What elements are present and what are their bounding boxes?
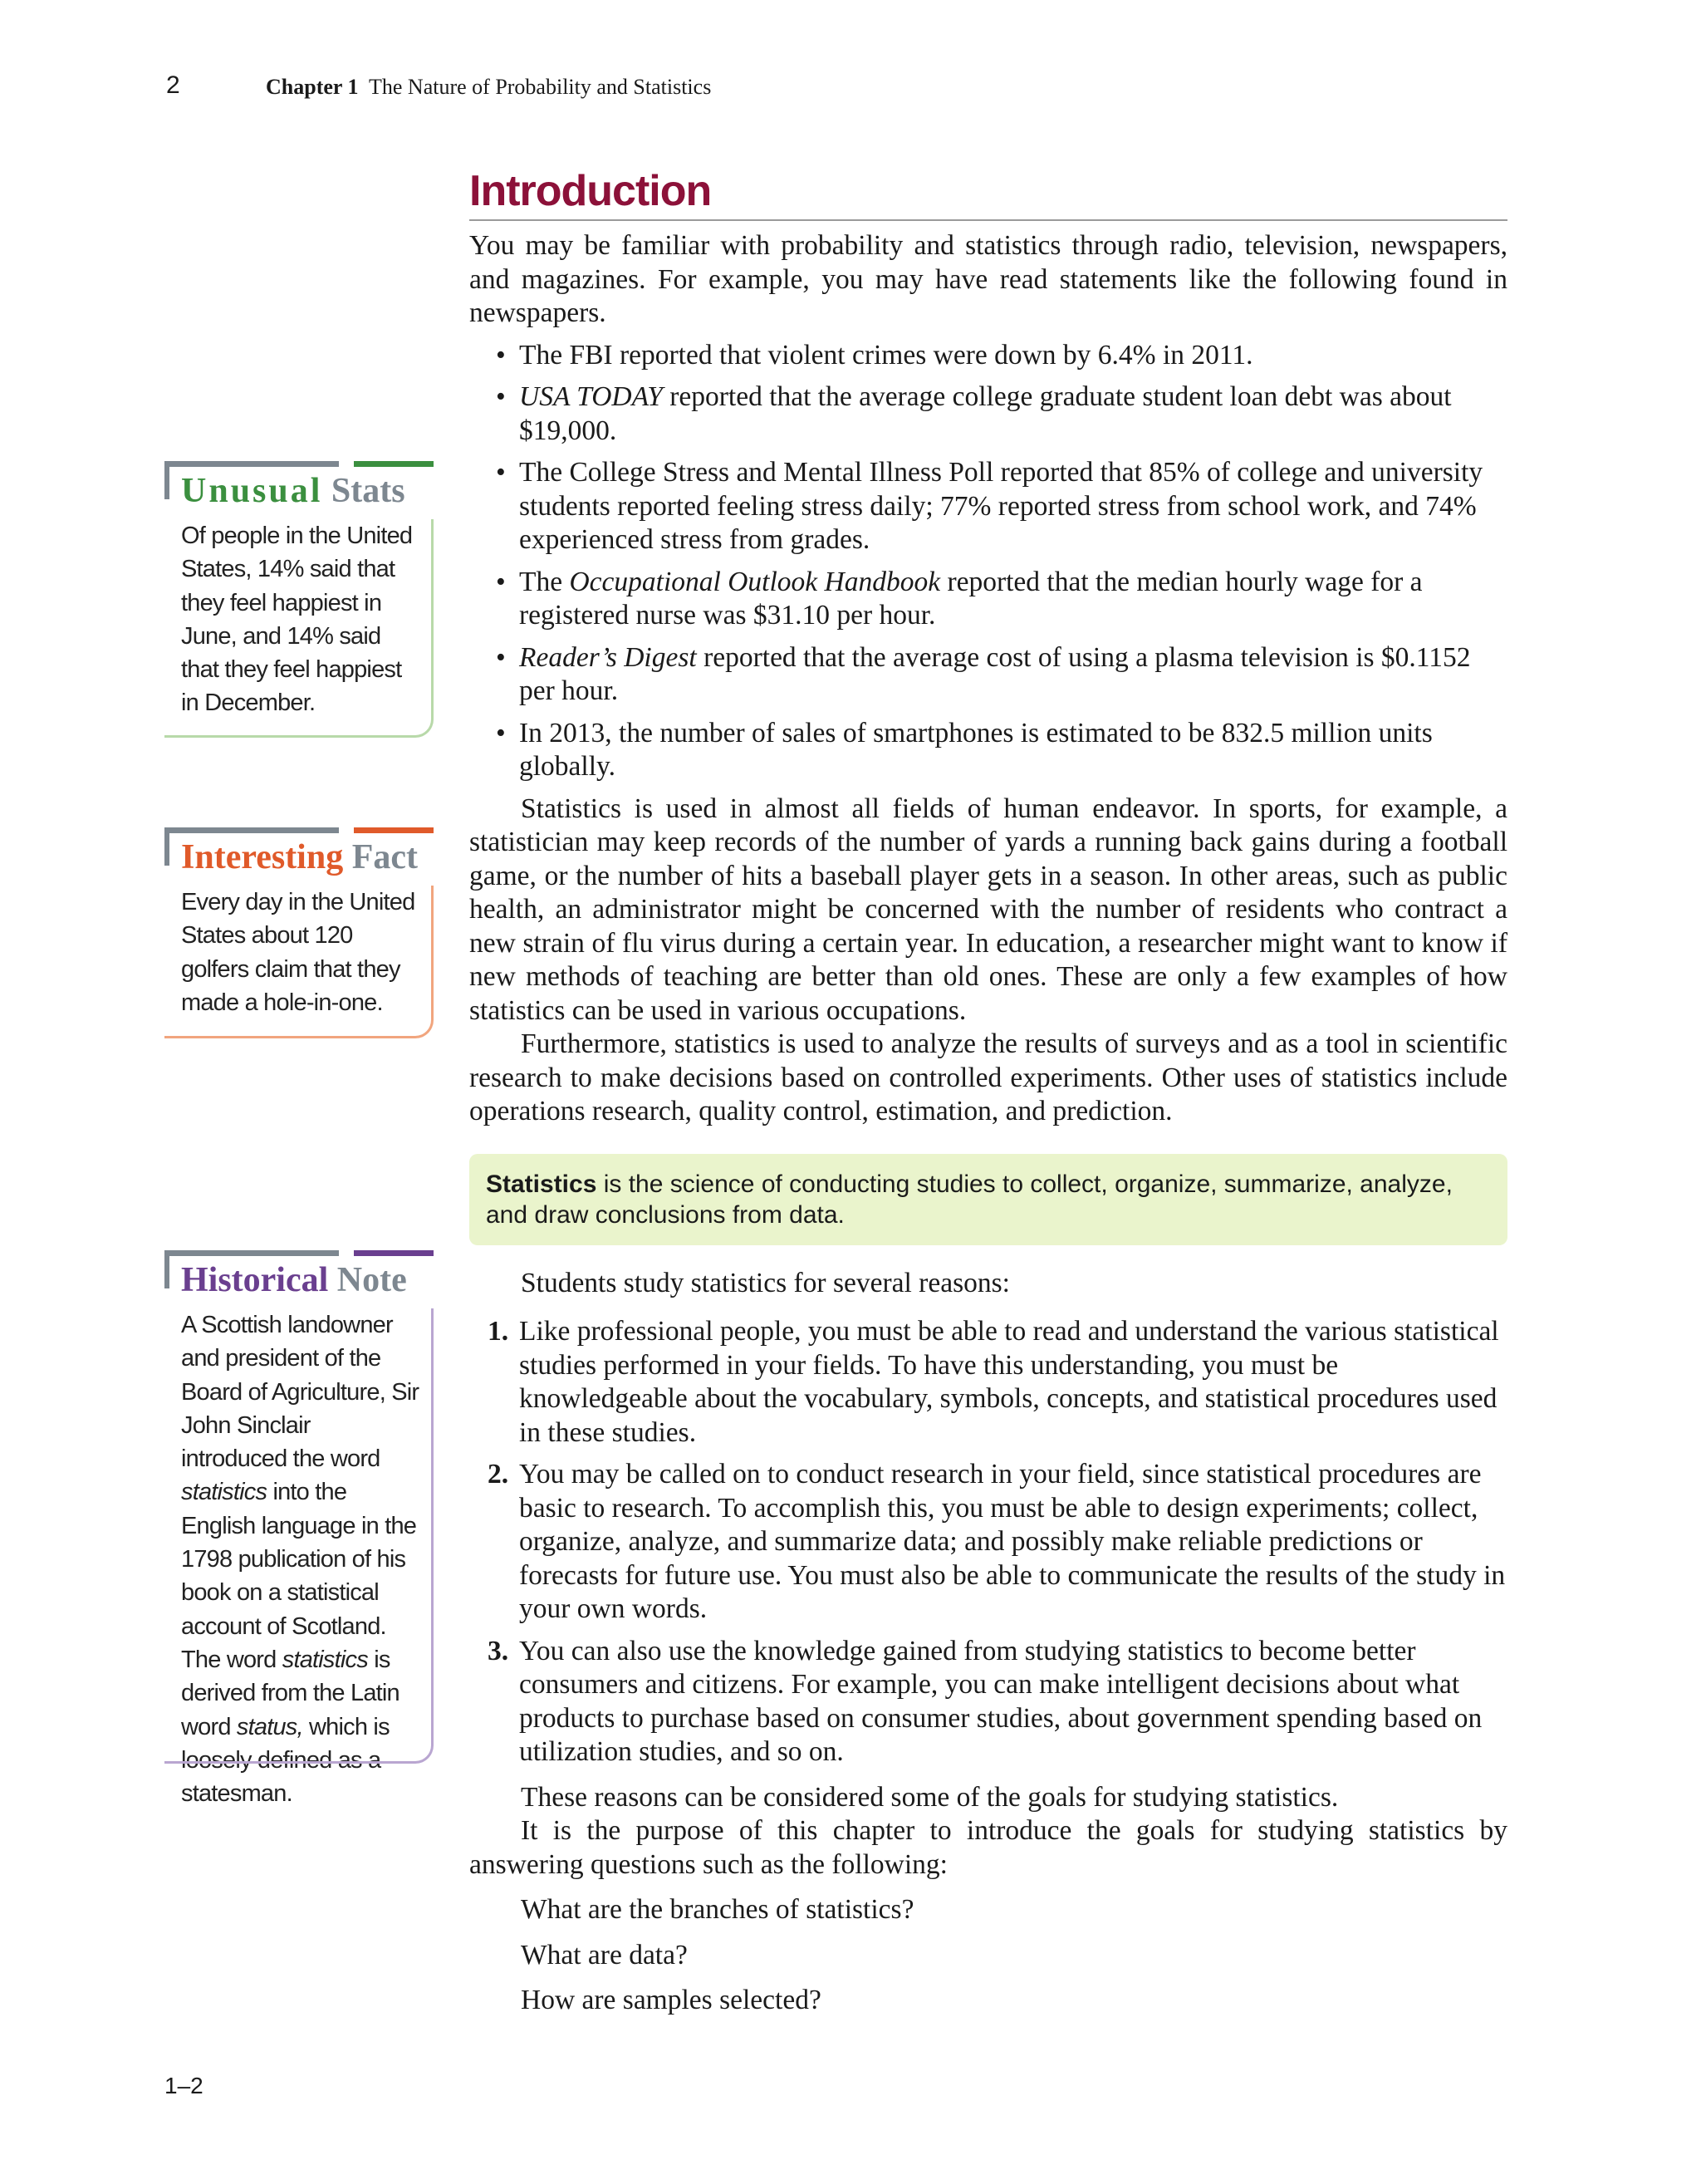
historical-note-sidebar (164, 1250, 434, 1808)
list-item: • Reader’s Digest reported that the average cost of using a plasma television is $0.1152 per hour. (496, 641, 1471, 706)
reasons-list (469, 1315, 1507, 1769)
example-list (469, 339, 1507, 784)
question-item: What are the branches of statistics? (521, 1894, 914, 1925)
sidebar-title: Interesting Fact (181, 838, 419, 876)
folio: 1–2 (164, 2073, 203, 2098)
sidebar-body: Of people in the United States, 14% said that they feel happiest in June, and 14% said that they feel happiest in December. (181, 523, 413, 717)
list-item: • The Occupational Outlook Handbook reported that the median hourly wage for a registered nurse was $31.10 per hour. (496, 566, 1423, 631)
purpose-paragraph: It is the purpose of this chapter to introduce the goals for studying statistics by answering questions such as the following: (469, 1815, 1507, 1880)
definition-box (469, 1154, 1507, 1245)
publication-name: Reader’s Digest (519, 641, 697, 673)
definition-term: Statistics (486, 1170, 597, 1198)
list-item: • In 2013, the number of sales of smartphones is estimated to be 832.5 million units globally. (496, 717, 1433, 782)
question-item: How are samples selected? (521, 1985, 821, 2015)
running-header (266, 75, 711, 100)
unusual-stats-sidebar (164, 461, 434, 738)
list-item: • USA TODAY reported that the average college graduate student loan debt was about $19,000. (496, 381, 1452, 446)
furthermore-paragraph: Furthermore, statistics is used to analyze the results of surveys and as a tool in scientific research to make decisions based on controlled experiments. Other uses of statistics include operations research, quality control, estimation, and prediction. (469, 1028, 1507, 1126)
list-item: 2. You may be called on to conduct research in your field, since statistical procedures are basic to research. To accomplish this, you must be able to design experiments; collect, organize, analyze, and summarize data; and possibly make reliable predictions or forecasts for future use. You must also be able to communicate the results of the study in your own words. (488, 1459, 1506, 1624)
chapter-label: Chapter 1 (266, 75, 359, 99)
sidebar-title: Historical Note (181, 1261, 407, 1299)
list-item: 1. Like professional people, you must be able to read and understand the various statistical studies performed in your fields. To have this understanding, you must be knowledgeable about the vocabulary, symbols, concepts, and statistical procedures used in these studies. (488, 1316, 1499, 1448)
question-list (521, 1893, 1507, 2018)
chapter-title: The Nature of Probability and Statistics (369, 75, 712, 99)
list-item: 3. You can also use the knowledge gained from studying statistics to become better consumers and citizens. For example, you can make intelligent decisions about what products to purchase based on consumer studies, about government spending based on utilization studies, and so on. (488, 1635, 1483, 1767)
list-item: • The College Stress and Mental Illness Poll reported that 85% of college and university students reported feeling stress daily; 77% reported stress from school work, and 74% experienced stress from grades. (496, 457, 1483, 555)
sidebar-title: Unusual Stats (181, 472, 405, 510)
interesting-fact-sidebar (164, 827, 434, 1038)
goals-paragraph: These reasons can be considered some of the goals for studying statistics. (521, 1781, 1339, 1813)
section-heading: Introduction (469, 166, 1507, 221)
sidebar-body: A Scottish landowner and president of the Board of Agriculture, Sir John Sinclair introduced the word statistics into the English language in the 1798 publication of his book on a statistical account of Scotland. The word statistics is derived from the Latin word status, which is loosely defined as a statesman. (181, 1312, 419, 1808)
definition-text: is the science of conducting studies to collect, organize, summarize, analyze, and draw conclusions from data. (486, 1170, 1453, 1229)
publication-name: Occupational Outlook Handbook (569, 566, 941, 597)
list-item: • The FBI reported that violent crimes were down by 6.4% in 2011. (496, 339, 1253, 371)
main-column (469, 166, 1507, 2029)
question-item: What are data? (521, 1939, 688, 1971)
sidebar-body: Every day in the United States about 120 golfers claim that they made a hole-in-one. (181, 889, 415, 1016)
page-number: 2 (166, 71, 180, 99)
fields-paragraph: Statistics is used in almost all fields of human endeavor. In sports, for example, a statistician may keep records of the number of yards a running back gains during a football game, or the number of hits a baseball player gets in a season. In other areas, such as public health, an administrator might be concerned with the number of residents who contract a new strain of flu virus during a certain year. In education, a researcher might want to know if new methods of teaching are better than old ones. These are only a few examples of how statistics can be used in various occupations. (469, 793, 1507, 1026)
intro-paragraph: You may be familiar with probability and statistics through radio, television, newspapers, and magazines. For example, you may have read statements like the following found in newspapers. (469, 230, 1507, 328)
publication-name: USA TODAY (519, 381, 663, 412)
reasons-intro: Students study statistics for several reasons: (521, 1267, 1010, 1298)
